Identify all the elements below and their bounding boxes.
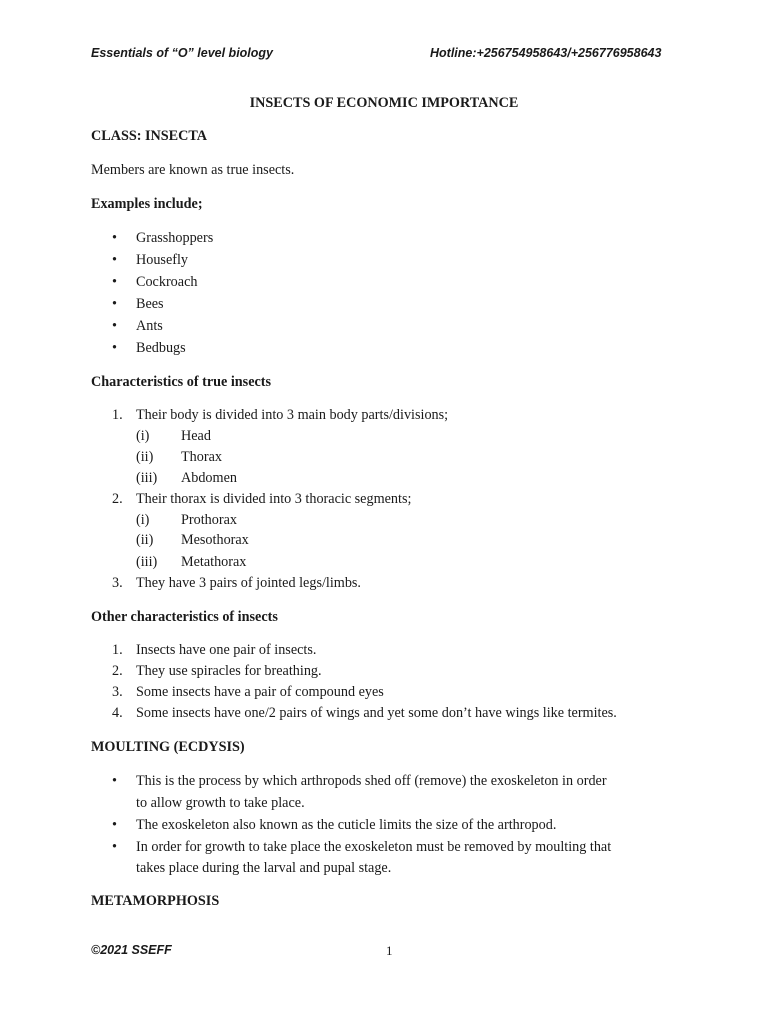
footer-copyright: ©2021 SSEFF: [91, 943, 172, 957]
members-text: Members are known as true insects.: [91, 162, 295, 178]
other-heading: Other characteristics of insects: [91, 609, 278, 625]
sub-list-text: Metathorax: [181, 554, 247, 570]
list-item-text: Grasshoppers: [136, 230, 214, 246]
sub-list-marker: (i): [136, 512, 150, 528]
list-item-text: The exoskeleton also known as the cuticle limits the size of the arthropod.: [136, 817, 557, 833]
sub-list-marker: (i): [136, 428, 150, 444]
list-number: 1.: [112, 642, 123, 658]
list-item-text: This is the process by which arthropods shed off (remove) the exoskeleton in order: [136, 773, 607, 789]
list-item-text: Insects have one pair of insects.: [136, 642, 317, 658]
list-number: 1.: [112, 407, 123, 423]
bullet-icon: •: [112, 274, 117, 290]
sub-list-marker: (ii): [136, 532, 154, 548]
sub-list-text: Mesothorax: [181, 532, 249, 548]
list-number: 2.: [112, 663, 123, 679]
bullet-icon: •: [112, 230, 117, 246]
moulting-heading: MOULTING (ECDYSIS): [91, 739, 245, 755]
list-item-text: They have 3 pairs of jointed legs/limbs.: [136, 575, 361, 591]
list-number: 2.: [112, 491, 123, 507]
list-item-text: Housefly: [136, 252, 189, 268]
class-heading: CLASS: INSECTA: [91, 128, 208, 144]
sub-list-marker: (ii): [136, 449, 154, 465]
list-item-text: Their thorax is divided into 3 thoracic segments;: [136, 491, 412, 507]
sub-list-marker: (iii): [136, 554, 158, 570]
page-title: INSECTS OF ECONOMIC IMPORTANCE: [249, 95, 519, 111]
bullet-icon: •: [112, 773, 117, 789]
list-item-text: Some insects have one/2 pairs of wings and yet some don’t have wings like termites.: [136, 705, 617, 721]
list-item-text: to allow growth to take place.: [136, 795, 305, 811]
list-item-text: Bees: [136, 296, 164, 312]
header-title: Essentials of “O” level biology: [91, 46, 273, 60]
sub-list-text: Abdomen: [181, 470, 237, 486]
bullet-icon: •: [112, 318, 117, 334]
bullet-icon: •: [112, 252, 117, 268]
list-number: 3.: [112, 684, 123, 700]
list-item-text: takes place during the larval and pupal stage.: [136, 860, 392, 876]
bullet-icon: •: [112, 340, 117, 356]
metamorphosis-heading: METAMORPHOSIS: [91, 893, 220, 909]
sub-list-text: Head: [181, 428, 211, 444]
list-number: 3.: [112, 575, 123, 591]
list-item-text: They use spiracles for breathing.: [136, 663, 322, 679]
list-item-text: Bedbugs: [136, 340, 186, 356]
sub-list-text: Thorax: [181, 449, 222, 465]
page-number: 1: [386, 943, 393, 958]
header-hotline: Hotline:+256754958643/+256776958643: [430, 46, 662, 60]
list-item-text: Cockroach: [136, 274, 198, 290]
sub-list-marker: (iii): [136, 470, 158, 486]
list-item-text: In order for growth to take place the exoskeleton must be removed by moulting that: [136, 839, 612, 855]
list-item-text: Some insects have a pair of compound eyes: [136, 684, 384, 700]
sub-list-text: Prothorax: [181, 512, 237, 528]
bullet-icon: •: [112, 817, 117, 833]
list-item-text: Their body is divided into 3 main body parts/divisions;: [136, 407, 449, 423]
examples-heading: Examples include;: [91, 196, 203, 212]
characteristics-heading: Characteristics of true insects: [91, 374, 272, 390]
list-item-text: Ants: [136, 318, 163, 334]
list-number: 4.: [112, 705, 123, 721]
bullet-icon: •: [112, 839, 117, 855]
bullet-icon: •: [112, 296, 117, 312]
